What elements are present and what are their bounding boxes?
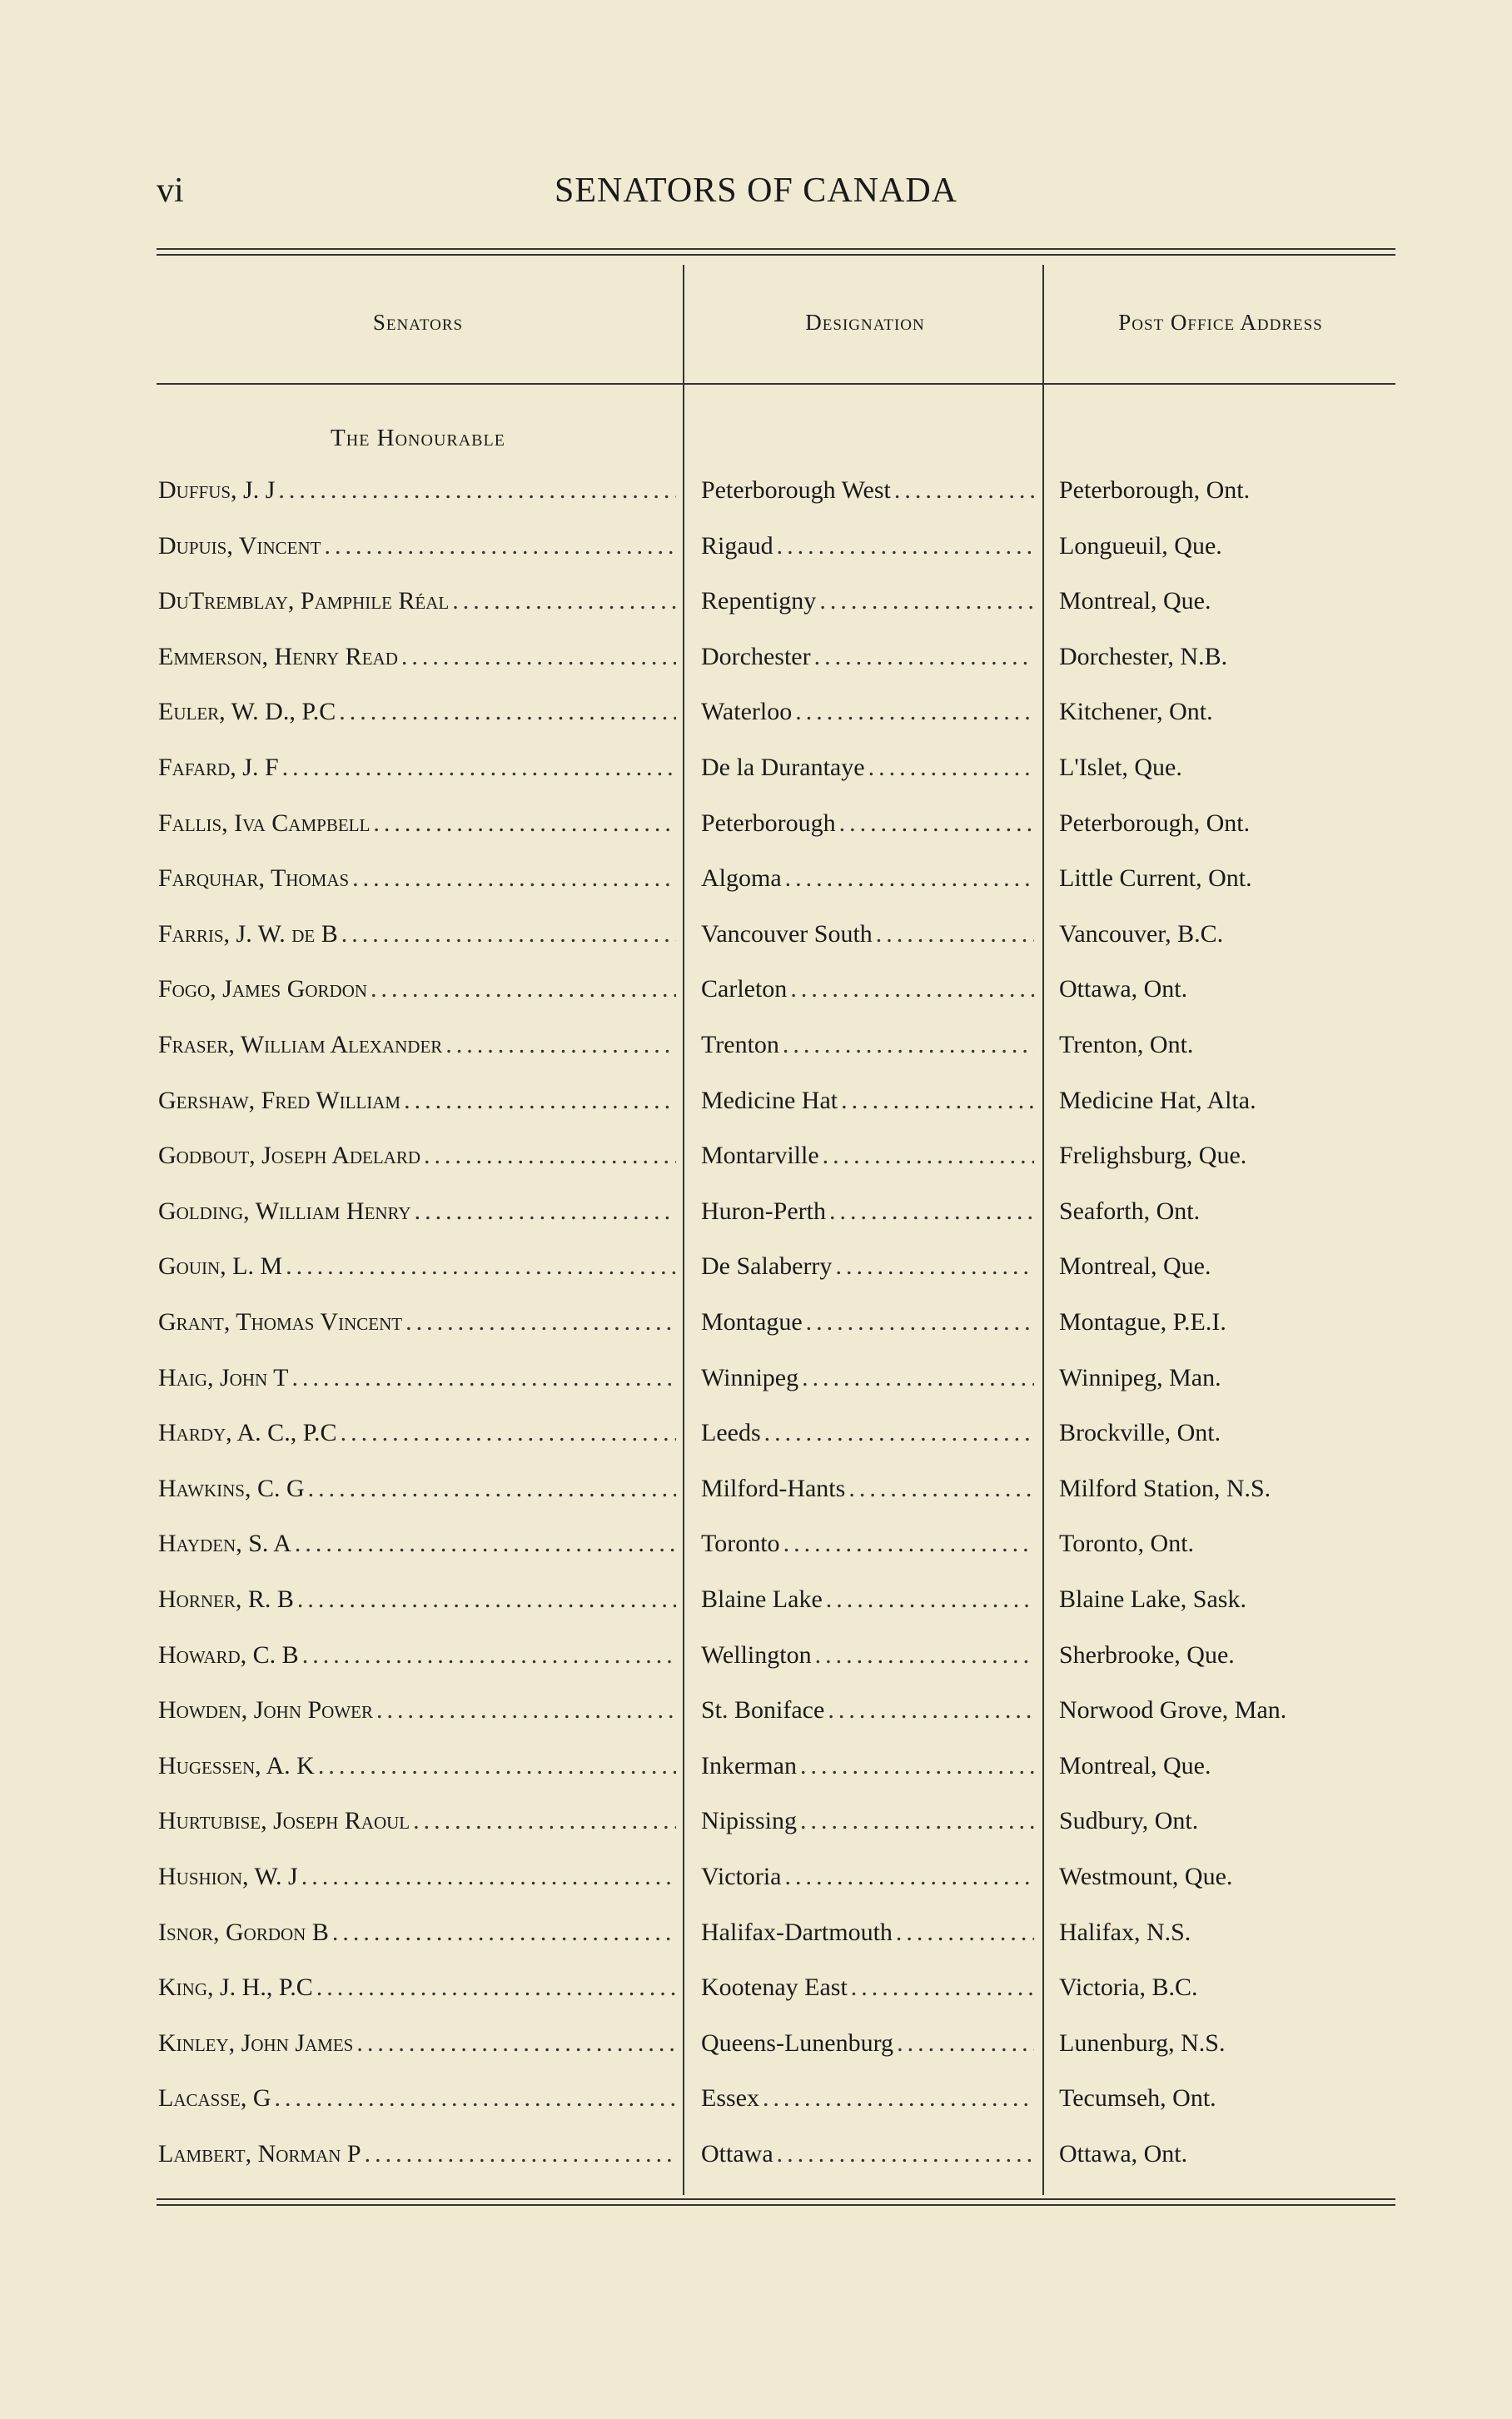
senator-designation-text: Winnipeg [701,1363,799,1391]
senator-name-text: Gouin, L. M [158,1252,283,1281]
senator-address [1059,1031,1392,1059]
running-title: SENATORS OF CANADA [555,172,957,210]
senator-designation [701,1974,1034,2002]
senator-address [1059,975,1392,1003]
table-row [0,809,1512,864]
senator-designation [701,975,1034,1003]
senator-name-text: Lambert, Norman P [158,2140,361,2168]
senator-address-text: Brockville, Ont. [1059,1419,1221,1447]
senator-address-text: Dorchester, N.B. [1059,642,1228,670]
senator-name [158,1807,676,1835]
table-row [0,1031,1512,1086]
dot-leader [839,809,1034,838]
table-row [0,2084,1512,2139]
dot-leader [851,1974,1034,2002]
dot-leader [764,1419,1034,1447]
senator-designation [701,1308,1034,1336]
senator-name-text: Fogo, James Gordon [158,975,368,1003]
senator-address-text: Vancouver, B.C. [1059,919,1224,948]
senator-name-text: Hardy, A. C., P.C [158,1419,337,1447]
senator-designation-text: Algoma [701,864,782,893]
table-row [0,1087,1512,1142]
senator-designation [701,1530,1034,1558]
senator-address-text: Blaine Lake, Sask. [1059,1585,1246,1613]
dot-leader [795,698,1034,726]
senator-address [1059,1807,1392,1835]
dot-leader [356,2029,676,2058]
senator-designation-text: Repentigny [701,587,817,615]
table-row [0,975,1512,1030]
senator-designation [701,1752,1034,1780]
senator-designation [701,476,1034,505]
senator-name-text: DuTremblay, Pamphile Réal [158,587,450,615]
senator-name [158,2084,676,2113]
dot-leader [800,1752,1034,1780]
dot-leader [401,643,676,671]
senator-designation-text: Rigaud [701,531,773,560]
senator-designation-text: Montague [701,1308,803,1336]
senator-address [1059,1919,1392,1947]
senator-designation [701,1031,1034,1059]
dot-leader [785,864,1034,893]
senator-address-text: Victoria, B.C. [1059,1974,1198,2002]
dot-leader [424,1142,676,1170]
senator-name [158,1585,676,1614]
senator-name-text: Howden, John Power [158,1696,373,1725]
senator-name-text: Kinley, John James [158,2028,354,2057]
senator-address [1059,1197,1392,1226]
senator-name-text: Grant, Thomas Vincent [158,1308,403,1336]
senator-address [1059,643,1392,671]
dot-leader [806,1308,1034,1336]
senator-designation [701,1696,1034,1725]
senator-designation [701,809,1034,838]
senator-name-text: Isnor, Gordon B [158,1918,329,1946]
senator-address-text: Sherbrooke, Que. [1059,1640,1235,1669]
senator-designation [701,1142,1034,1170]
senator-designation-text: Vancouver South [701,919,873,948]
table-row [0,1530,1512,1585]
senator-address [1059,864,1392,893]
senator-address-text: Winnipeg, Man. [1059,1363,1221,1391]
dot-leader [763,2084,1034,2113]
senator-address [1059,1308,1392,1336]
senator-name [158,698,676,726]
senator-designation-text: Toronto [701,1530,780,1558]
senator-address-text: Milford Station, N.S. [1059,1474,1271,1502]
senator-designation-text: St. Boniface [701,1696,825,1725]
senator-address-text: Peterborough, Ont. [1059,476,1251,504]
senator-address-text: Longueuil, Que. [1059,531,1222,560]
table-row [0,1696,1512,1751]
senator-designation-text: Essex [701,2084,759,2113]
senator-name [158,1197,676,1226]
senator-name-text: Godbout, Joseph Adelard [158,1142,421,1170]
senator-name [158,532,676,560]
senator-name-text: Duffus, J. J [158,476,276,504]
senator-designation [701,1475,1034,1503]
table-row [0,2029,1512,2084]
dot-leader [373,809,676,838]
dot-leader [835,1252,1034,1281]
senator-address-text: Halifax, N.S. [1059,1918,1191,1946]
senator-name [158,476,676,505]
header-rule-top [157,248,1395,250]
senator-address [1059,1142,1392,1170]
dot-leader [445,1031,676,1059]
dot-leader [868,754,1034,782]
table-row [0,920,1512,975]
dot-leader [301,1863,676,1891]
dot-leader [777,532,1034,560]
senator-designation [701,532,1034,560]
senator-designation-text: Inkerman [701,1751,797,1779]
senator-address [1059,1696,1392,1725]
dot-leader [829,1197,1034,1226]
column-header-address: Post Office Address [1118,310,1323,335]
senator-name-text: Fallis, Iva Campbell [158,809,371,837]
senator-name-text: Farquhar, Thomas [158,864,350,893]
senator-name [158,1308,676,1336]
senator-address-text: L'Islet, Que. [1059,754,1182,781]
senator-designation [701,754,1034,782]
senator-designation [701,2140,1034,2168]
senator-designation-text: Victoria [701,1863,782,1890]
senator-designation [701,1197,1034,1226]
senator-designation-text: Halifax-Dartmouth [701,1918,893,1946]
senator-address-text: Ottawa, Ont. [1059,2140,1188,2168]
senator-address [1059,476,1392,505]
senator-address [1059,2084,1392,2113]
dot-leader [286,1252,676,1281]
footer-rule-top [157,2198,1395,2200]
table-row [0,587,1512,642]
senator-designation-text: Peterborough West [701,476,891,504]
senator-name-text: King, J. H., P.C [158,1974,313,2002]
senator-designation-text: Medicine Hat [701,1086,838,1114]
senator-address [1059,1974,1392,2002]
senator-address [1059,1364,1392,1392]
senator-address-text: Seaforth, Ont. [1059,1197,1201,1225]
senator-name [158,1919,676,1947]
senator-designation-text: Dorchester [701,642,811,670]
senator-designation-text: Carleton [701,975,788,1003]
senator-address-text: Sudbury, Ont. [1059,1807,1199,1835]
senator-address [1059,1419,1392,1447]
senator-address-text: Ottawa, Ont. [1059,975,1188,1003]
table-row [0,1419,1512,1474]
senator-designation-text: Montarville [701,1142,819,1170]
dot-leader [841,1087,1034,1115]
senator-designation-text: Leeds [701,1419,761,1447]
senator-designation [701,1585,1034,1614]
senator-address [1059,920,1392,948]
section-label: The Honourable [331,425,505,451]
column-header-senators: Senators [372,310,464,335]
dot-leader [826,1585,1034,1614]
senator-address [1059,1641,1392,1670]
table-row [0,2140,1512,2195]
senator-address-text: Lunenburg, N.S. [1059,2028,1226,2057]
senator-address [1059,1475,1392,1503]
table-row [0,1919,1512,1974]
dot-leader [316,1974,676,2002]
table-row [0,1142,1512,1197]
dot-leader [413,1807,676,1835]
senator-designation-text: Blaine Lake [701,1585,823,1613]
senator-name [158,1752,676,1780]
senator-designation [701,2029,1034,2058]
senator-name-text: Fraser, William Alexander [158,1031,443,1058]
senator-address-text: Westmount, Que. [1059,1863,1233,1890]
senator-designation [701,1641,1034,1670]
dot-leader [376,1696,676,1725]
senator-name [158,754,676,782]
senator-address-text: Medicine Hat, Alta. [1059,1086,1256,1114]
senator-name [158,587,676,615]
senator-name [158,1087,676,1115]
senator-address-text: Norwood Grove, Man. [1059,1696,1287,1725]
senator-designation [701,587,1034,615]
dot-leader [282,754,676,782]
dot-leader [371,975,676,1003]
senator-name-text: Golding, William Henry [158,1197,411,1225]
table-row [0,1863,1512,1918]
dot-leader [275,2084,676,2113]
dot-leader [339,698,676,726]
senator-designation-text: Ottawa [701,2140,773,2168]
senator-address [1059,1585,1392,1614]
senator-address-text: Kitchener, Ont. [1059,698,1213,726]
senator-name [158,975,676,1003]
dot-leader [828,1696,1034,1725]
senator-designation-text: Trenton [701,1031,779,1058]
senator-address-text: Montague, P.E.I. [1059,1308,1226,1336]
senator-address [1059,587,1392,615]
table-row [0,643,1512,698]
dot-leader [783,1031,1034,1059]
senator-name [158,2029,676,2058]
dot-leader [302,1641,676,1670]
senator-address [1059,1752,1392,1780]
dot-leader [278,476,676,505]
senator-name-text: Emmerson, Henry Read [158,642,398,670]
senator-designation [701,643,1034,671]
senator-designation-text: Kootenay East [701,1974,848,2002]
senator-address [1059,698,1392,726]
dot-leader [405,1308,676,1336]
dot-leader [800,1807,1034,1835]
dot-leader [308,1475,676,1503]
senator-address-text: Tecumseh, Ont. [1059,2084,1216,2113]
senator-name [158,1031,676,1059]
table-row [0,1752,1512,1807]
senator-name [158,1142,676,1170]
senator-address [1059,2029,1392,2058]
senator-name-text: Dupuis, Vincent [158,531,321,560]
table-row [0,754,1512,809]
senator-name-text: Horner, R. B [158,1585,294,1613]
dot-leader [415,1197,676,1226]
dot-leader [318,1752,676,1780]
dot-leader [815,1641,1034,1670]
dot-leader [324,532,676,560]
senator-name-text: Hushion, W. J [158,1863,298,1890]
dot-leader [404,1087,676,1115]
table-row [0,1197,1512,1252]
table-row [0,476,1512,531]
dot-leader [897,2029,1034,2058]
dot-leader [341,1419,676,1447]
senator-name-text: Lacasse, G [158,2084,271,2113]
senator-name-text: Fafard, J. F [158,754,279,781]
senator-designation [701,1419,1034,1447]
senator-address-text: Trenton, Ont. [1059,1031,1194,1058]
dot-leader [341,920,676,948]
dot-leader [297,1585,676,1614]
dot-leader [295,1530,676,1558]
senator-designation-text: Peterborough [701,809,836,837]
senator-designation [701,864,1034,893]
senator-address-text: Montreal, Que. [1059,1751,1211,1779]
senator-address-text: Little Current, Ont. [1059,864,1252,893]
dot-leader [894,476,1034,505]
dot-leader [291,1364,676,1392]
senator-name [158,1252,676,1281]
senator-name-text: Farris, J. W. de B [158,919,338,948]
senator-name-text: Hayden, S. A [158,1530,291,1558]
senator-address-text: Montreal, Que. [1059,1252,1211,1281]
senator-designation [701,698,1034,726]
senator-name [158,1364,676,1392]
senator-name [158,809,676,838]
table-row [0,1974,1512,2028]
table-row [0,1364,1512,1419]
dot-leader [848,1475,1034,1503]
senator-name [158,2140,676,2168]
dot-leader [332,1919,676,1947]
senator-designation [701,920,1034,948]
senator-designation-text: Waterloo [701,698,793,726]
table-row [0,1585,1512,1640]
senator-name-text: Hawkins, C. G [158,1474,305,1502]
senator-name [158,1641,676,1670]
senator-designation [701,1807,1034,1835]
senator-name [158,1530,676,1558]
table-row [0,1641,1512,1696]
column-header-designation: Designation [805,310,925,335]
senator-name [158,643,676,671]
senator-address [1059,1863,1392,1891]
dot-leader [365,2140,676,2168]
senator-designation-text: Nipissing [701,1807,798,1835]
senator-designation-text: Huron-Perth [701,1197,826,1225]
senator-designation [701,1252,1034,1281]
dot-leader [823,1142,1034,1170]
senator-address [1059,1252,1392,1281]
senator-name [158,1475,676,1503]
table-row [0,698,1512,753]
senator-designation-text: De la Durantaye [701,754,865,781]
dot-leader [819,587,1034,615]
senator-designation [701,1919,1034,1947]
senator-address-text: Montreal, Que. [1059,587,1211,615]
senator-designation [701,1087,1034,1115]
header-rule-bottom [157,254,1395,256]
table-row [0,532,1512,587]
dot-leader [802,1364,1034,1392]
dot-leader [814,643,1034,671]
senator-name-text: Howard, C. B [158,1640,299,1669]
table-row [0,1308,1512,1363]
senator-address [1059,2140,1392,2168]
footer-rule-bottom [157,2204,1395,2206]
dot-leader [452,587,676,615]
senator-designation [701,1364,1034,1392]
senator-name-text: Euler, W. D., P.C [158,698,336,726]
senator-address [1059,809,1392,838]
dot-leader [790,975,1034,1003]
senator-name-text: Haig, John T [158,1363,289,1391]
dot-leader [783,1530,1034,1558]
dot-leader [777,2140,1034,2168]
column-header-rule [157,383,1395,385]
senator-address [1059,1087,1392,1115]
page-number: vi [157,172,184,210]
senator-designation-text: Queens-Lunenburg [701,2028,894,2057]
senator-address [1059,754,1392,782]
table-row [0,1807,1512,1862]
senator-designation [701,1863,1034,1891]
senator-name [158,864,676,893]
senator-name [158,920,676,948]
senator-name-text: Hurtubise, Joseph Raoul [158,1807,410,1835]
senator-name [158,1419,676,1447]
table-row [0,864,1512,919]
dot-leader [352,864,676,893]
senator-address [1059,1530,1392,1558]
senator-designation [701,2084,1034,2113]
table-row [0,1475,1512,1530]
senator-name [158,1696,676,1725]
senator-designation-text: Milford-Hants [701,1474,846,1502]
senator-designation-text: De Salaberry [701,1252,833,1281]
dot-leader [896,1919,1034,1947]
table-row [0,1252,1512,1307]
senator-address-text: Peterborough, Ont. [1059,809,1251,837]
senator-designation-text: Wellington [701,1640,812,1669]
senator-name-text: Hugessen, A. K [158,1751,315,1779]
dot-leader [876,920,1034,948]
senator-name-text: Gershaw, Fred William [158,1086,401,1114]
dot-leader [785,1863,1035,1891]
senator-address-text: Toronto, Ont. [1059,1530,1195,1558]
senator-name [158,1863,676,1891]
senator-name [158,1974,676,2002]
senator-address [1059,532,1392,560]
senator-address-text: Frelighsburg, Que. [1059,1142,1247,1170]
